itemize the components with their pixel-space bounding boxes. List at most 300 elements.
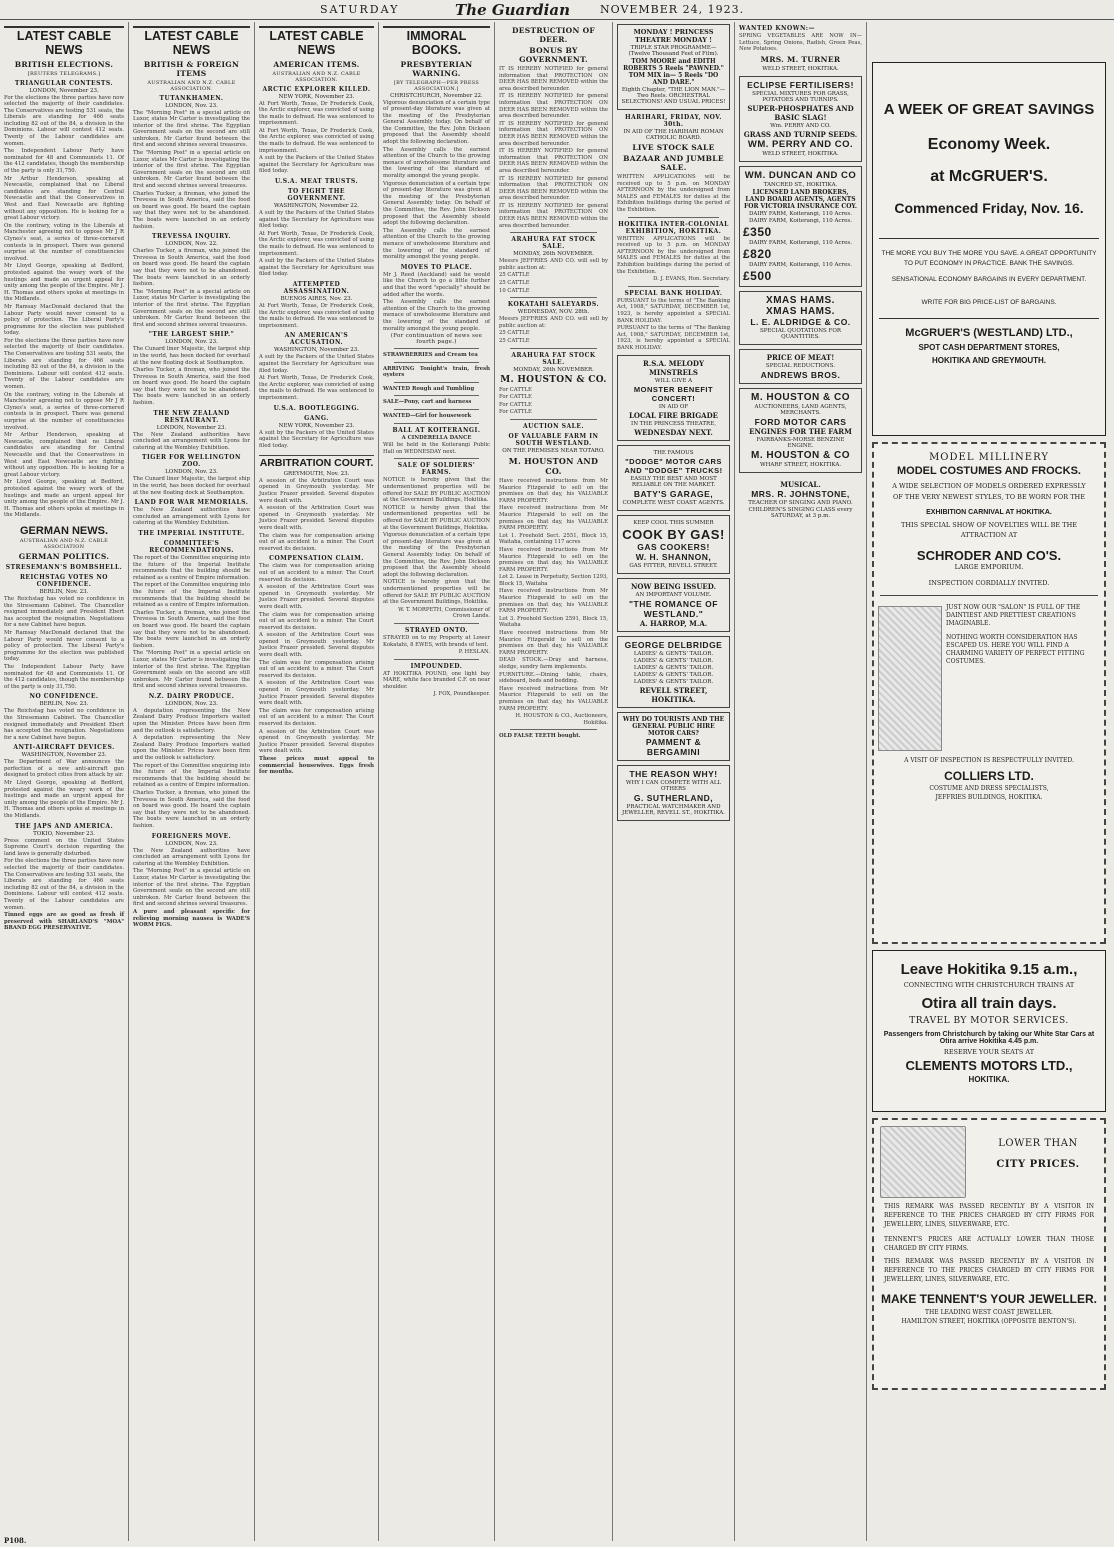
divider	[510, 348, 597, 349]
ad-title: GEORGE DELBRIDGE	[624, 640, 723, 651]
ad-title: R.S.A. MELODY MINSTRELS	[643, 359, 704, 378]
dateline: BUENOS AIRES, Nov. 23.	[280, 295, 353, 302]
credit-line: [REUTERS TELEGRAMS.]	[27, 70, 101, 77]
ad-title: WM. PERRY AND CO.	[747, 138, 854, 150]
divider	[394, 348, 480, 349]
article-subheading: REICHSTAG VOTES NO CONFIDENCE.	[19, 574, 109, 588]
notice-text: IT IS HEREBY NOTIFIED for general information that PROTECTION ON DEER HAS BEEN REMOVED within the area described hereunder.	[499, 120, 608, 147]
ad-title: McGRUER'S (WESTLAND) LTD.,	[905, 327, 1073, 339]
ad-title: WM. DUNCAN AND CO	[744, 169, 857, 181]
article-text: Mr Arthur Henderson, speaking at Newcastle, complained that no Liberal candidates are standing for Central Newcastle and that the Conservatives in West and East Newcastle are fighting without any opposition. He is looking for a great Labour victory.	[4, 432, 124, 478]
lot-line: Lot 3. Freehold Section 2591, Block 15, Waitaha	[499, 615, 608, 629]
ad-title: M. HOUSTON & CO	[751, 391, 850, 403]
classified-ad: ARRIVING Tonight's train, fresh oysters	[383, 365, 490, 379]
dateline: GREYMOUTH, Nov. 23.	[283, 470, 350, 477]
stock-line: For CATTLE	[499, 394, 532, 401]
article-subheading: THE JAPS AND AMERICA.	[14, 822, 114, 830]
divider	[394, 409, 480, 410]
page-footer: P108.	[4, 1536, 27, 1545]
ad-princess-theatre	[617, 24, 730, 110]
article-text: The "Morning Post" in a special article on Luxor, states Mr Carter is investigating the interior of the first shrine. The Egyptian Government seals on the second are still unbroken. Mr Carter found between the first and second shrines several treasures.	[133, 650, 250, 690]
article-text: The claim was for compensation arising out of an accident to a miner. The Court reserved its decision.	[259, 707, 374, 728]
ad-line: DAIRY FARM, Koiterangi, 110 Acres.	[749, 217, 852, 224]
portrait-illustration	[880, 1126, 966, 1198]
dateline: CHRISTCHURCH, November 22.	[390, 92, 483, 99]
article-text: On the contrary, voting in the Liberals at Manchester agreeing not to oppose Mr J R Clynes's seat, a series of three-cornered contests is in prospect. There was general surprise at the number of constituencies involved.	[4, 222, 124, 262]
ad-subline: FAIRBANKS-MORSE BENZINE ENGINE.	[756, 436, 845, 449]
ad-subline: CONNECTING WITH CHRISTCHURCH TRAINS AT	[903, 981, 1075, 989]
divider	[394, 362, 480, 363]
stock-line: 10 CATTLE	[499, 287, 530, 294]
theatre-film: TOM MOORE and EDITH ROBERTS 5 Reels "PAWNED."	[623, 58, 724, 72]
ad-subline: GAS FITTER, REVELL STREET.	[629, 563, 718, 570]
classified-ad: WANTED—Girl for housework	[383, 413, 472, 420]
price-label: £350	[743, 224, 772, 239]
ad-subline: REVELL STREET, HOKITIKA.	[639, 686, 708, 705]
article-subheading: TREVESSA INQUIRY.	[152, 233, 231, 241]
ad-title: Economy Week.	[927, 136, 1051, 153]
signature: J. FOX, Poundkeeper.	[433, 691, 490, 698]
article-text: A suit by the Packers of the United States against the Secretary for Agriculture was filed today.	[259, 210, 374, 230]
ad-text: A VISIT OF INSPECTION IS RESPECTFULLY INVITED.	[904, 757, 1074, 764]
classified-ad: WANTED Rough and Tumbling	[383, 385, 475, 392]
divider	[879, 318, 1099, 319]
article-text: A session of the Arbitration Court was opened in Greymouth yesterday. Mr Justice Frazer presided. Several disputes were dealt with.	[259, 505, 374, 531]
ad-title: L. E. ALDRIDGE & CO.	[750, 316, 851, 327]
ad-subline: IN AID OF	[658, 404, 689, 411]
stock-line: 25 CATTLE	[499, 272, 530, 279]
ad-title: "THE ROMANCE OF WESTLAND."	[629, 599, 718, 620]
article-subheading: COMPENSATION CLAIM.	[269, 555, 364, 563]
ad-subline: TANCRED ST., HOKITIKA.	[763, 181, 838, 188]
ad-subline: THE FAMOUS	[653, 450, 694, 457]
article-subheading: STRESEMANN'S BOMBSHELL.	[5, 564, 123, 571]
classified-ad: SALE—Pony, cart and harness	[383, 399, 472, 406]
ad-title: COLLIERS LTD.	[944, 769, 1034, 783]
ad-musical	[739, 477, 862, 523]
ad-subline: ENGINES FOR THE FARM	[749, 426, 852, 436]
article-text: Charles Tucker, a fireman, who joined the Trevessa in South America, said the food on board was good. He heard the captain say that they were not to be abandoned. The boats were launched in an orderly fashion.	[133, 190, 250, 230]
ad-author: A. HARROP, M.A.	[639, 619, 708, 629]
article-text: For the elections the three parties have now selected the majority of their candidates. The Conservatives are testing 531 seats, the Liberals are standing for 466 seats including 82 out of the 84, a division in the Dominions. Labour will contest 412 seats. Twenty of the Labour candidates are women.	[4, 94, 124, 147]
ad-text: THIS REMARK WAS PASSED RECENTLY BY A VISITOR IN REFERENCE TO THE PRICES CHARGED BY CITY FIRMS FOR JEWELLERY, LINES, SILVERWARE, ETC.	[884, 1258, 1094, 1283]
article-text: The report of the Committee enquiring into the future of the Imperial Institute recommends that the building should be retained as a centre of Empire information.	[133, 555, 250, 581]
stock-line: 25 CATTLE	[499, 338, 530, 344]
dateline: WASHINGTON, November 23.	[21, 752, 107, 759]
article-text: The "Morning Post" in a special article on Luxor, states Mr Carter is investigating the interior of the first shrine. The Egyptian Government seals on the second are still unbroken. Mr Carter found between the first and second shrines several treasures.	[133, 288, 250, 328]
sale-heading: ARAHURA FAT STOCK SALE.	[511, 236, 596, 251]
ad-text: TENNENT'S PRICES ARE ACTUALLY LOWER THAN THOSE CHARGED BY CITY FIRMS.	[884, 1236, 1094, 1252]
ad-tennents-jeweller	[872, 1118, 1106, 1390]
article-subheading: AN AMERICAN'S ACCUSATION.	[284, 332, 349, 347]
ad-title: PAMMENT & BERGAMINI	[645, 737, 702, 758]
article-subheading: "THE LARGEST SHIP."	[148, 331, 235, 339]
ad-text: WRITE FOR BIG PRICE-LIST OF BARGAINS.	[921, 299, 1057, 306]
article-text: A deputation representing the New Zealand Dairy Produce Importers waited upon the Minister. Prices have been firm and the outlook is satisfactory.	[133, 707, 250, 734]
article-text: Vigorous denunciation of a certain type of present-day literature was given at the meeting of the Presbyterian General Assembly today. On behalf of the Committee, the Rev. John Dickson proposed that the Assembly should adopt the following declaration.	[383, 180, 490, 227]
ad-title: FORD MOTOR CARS	[754, 416, 847, 427]
article-text: The Department of War announces the perfection of a new anti-aircraft gun designed to protect cities from attack by air.	[4, 759, 124, 779]
sale-location: ON THE PREMISES NEAR TOTARO.	[502, 447, 605, 454]
ad-subline: LOCAL FIRE BRIGADE	[628, 411, 719, 421]
ad-subline: GRASS AND TURNIP SEEDS.	[743, 129, 858, 139]
article-heading: GERMAN POLITICS.	[18, 552, 110, 561]
ad-subline: RESERVE YOUR SEATS AT	[943, 1048, 1035, 1056]
signature: P. HESLAN.	[458, 649, 490, 656]
ad-title: XMAS HAMS.	[766, 305, 835, 317]
article-text: Charles Tucker, a fireman, who joined the Trevessa in South America, said the food on board was good. He heard the captain say that they were not to be abandoned. The boats were launched in an orderly fashion.	[133, 367, 250, 407]
masthead-day: SATURDAY	[320, 3, 400, 16]
article-subheading: THE IMPERIAL INSTITUTE.	[138, 530, 245, 537]
column-immoral-books	[379, 22, 494, 1547]
advertisement-text: These prices must appeal to commercial housewives. Eggs fresh for months.	[259, 755, 374, 776]
article-subheading: SALE OF SOLDIERS' FARMS.	[397, 462, 476, 477]
stock-line: 25 CATTLE	[499, 280, 530, 287]
lot-line: Lot 1. Freehold Sect. 2551, Block 15, Waitaha, containing 117 acres	[499, 532, 608, 546]
ad-cook-by-gas	[617, 515, 730, 574]
sale-text: Have received instructions from Mr Maurice Fitzgerald to sell on the premises on that day, his VALUABLE FARM PROPERTY.	[499, 588, 608, 615]
article-text: The New Zealand authorities have concluded an arrangement with Lyons for catering at the Wembley Exhibition.	[133, 507, 250, 527]
woman-figure-illustration	[878, 606, 942, 751]
dateline: NEW YORK, November 23.	[278, 93, 355, 100]
ad-title: MODEL MILLINERY	[929, 452, 1049, 463]
ad-title: THE REASON WHY!	[629, 769, 718, 780]
article-subheading: ANTI-AIRCRAFT DEVICES.	[13, 744, 115, 752]
continuation-note: (For continuation of news see fourth page.)	[390, 333, 483, 346]
notice-text: IT IS HEREBY NOTIFIED for general information that PROTECTION ON DEER HAS BEEN REMOVED within the area described hereunder.	[499, 202, 608, 229]
ad-title: A WEEK OF GREAT SAVINGS	[883, 101, 1095, 118]
article-text: Mr Ramsay MacDonald declared that the Labour Party would never consent to a policy of protection. The Liberal Party's programme for the election was published today.	[4, 629, 124, 663]
article-subheading: TUTANKHAMEN.	[159, 94, 224, 102]
ad-subline: WHARF STREET, HOKITIKA.	[759, 461, 842, 468]
column-heading: LATEST CABLE NEWS	[259, 26, 374, 58]
ad-subline: COMPLETE WEST COAST AGENTS.	[622, 500, 725, 507]
article-text: A suit by the Packers of the United States against the Secretary for Agriculture was filed today.	[259, 155, 374, 175]
dateline: BERLIN, Nov. 23.	[39, 589, 89, 595]
article-text: A session of the Arbitration Court was opened in Greymouth yesterday. Mr Justice Frazer presided. Several disputes were dealt with.	[259, 584, 374, 610]
article-text: Mr Ramsay MacDonald declared that the Labour Party would never consent to a policy of protection. The Liberal Party's programme for the election was published today.	[4, 303, 124, 337]
dateline: LONDON, Nov. 23.	[165, 840, 218, 847]
article-subheading: GANG.	[304, 414, 329, 422]
ad-title: M. HOUSTON & CO	[751, 449, 850, 461]
column-advertisements-b	[735, 22, 866, 1547]
ad-clements-motors	[872, 950, 1106, 1112]
article-text: The Assembly calls the earnest attention of the Church to the growing menace of unwholesome literature and the lowering of the standard of morality amongst the young people.	[383, 146, 490, 180]
ad-title: MRS. M. TURNER	[760, 54, 841, 64]
article-text: The claim was for compensation arising out of an accident to a miner. The Court reserved its decision.	[259, 563, 374, 583]
article-text: A session of the Arbitration Court was opened in Greymouth yesterday. Mr Justice Frazer presided. Several disputes were dealt with.	[259, 477, 374, 504]
notice-text: IT IS HEREBY NOTIFIED for general information that PROTECTION ON DEER HAS BEEN REMOVED within the area described hereunder.	[499, 93, 608, 120]
ad-subline: HAMILTON STREET, HOKITIKA (OPPOSITE BENTON'S).	[901, 1318, 1077, 1325]
article-subheading: BALL AT KOITERANGI.	[392, 426, 481, 434]
ad-text: NOTHING WORTH CONSIDERATION HAS ESCAPED US. HERE YOU WILL FIND A CHARMING VARIETY OF PERFECT FITTING COSTUMES.	[946, 634, 1085, 665]
article-text: The Cunard liner Majestic, the largest ship in the world, has been docked for overhaul at the new floating dock at Southampton.	[133, 476, 250, 496]
sale-text: Messrs JEFFRIES AND CO. will sell by public auction at:	[499, 316, 608, 329]
ad-line: LADIES' & GENTS' TAILOR.	[633, 651, 714, 658]
ad-subline: EXHIBITION CARNIVAL AT HOKITIKA.	[926, 509, 1052, 516]
article-subheading: ARCTIC EXPLORER KILLED.	[262, 85, 371, 93]
article-text: The Assembly calls the earnest attention of the Church to the growing menace of unwholesome literature and the lowering of the standard of morality amongst the young people.	[383, 299, 490, 332]
ad-subline: SPECIAL MIXTURES FOR GRASS, POTATOES AND TURNIPS.	[752, 90, 849, 103]
article-text: Press comment on the United States Supreme Court's decision regarding the land laws is generally disturbed.	[4, 837, 124, 857]
ad-heading: BAZAAR AND JUMBLE SALE.	[623, 154, 724, 172]
divider	[879, 238, 1099, 239]
article-text: Charles Tucker, a fireman, who joined the Trevessa in South America, said the food on board was good. He heard the captain say that they were not to be abandoned. The boats were launched in an orderly fashion.	[133, 609, 250, 649]
article-heading: BRITISH ELECTIONS.	[14, 59, 114, 69]
ad-romance-of-westland	[617, 578, 730, 632]
ad-subline: MUSICAL.	[780, 479, 821, 489]
article-text: A suit by the Packers of the United States against the Secretary for Agriculture was filed today.	[259, 258, 374, 278]
ad-subline: JEFFRIES BUILDINGS, HOKITIKA.	[935, 794, 1043, 801]
sale-heading: OF VALUABLE FARM IN SOUTH WESTLAND.	[508, 432, 599, 447]
ad-subline: TRAVEL BY MOTOR SERVICES.	[909, 1016, 1069, 1026]
article-text: At Fort Worth, Texas, Dr Frederick Cook, the Arctic explorer, was convicted of using the mails to defraud. He was sentenced to imprisonment.	[259, 100, 374, 127]
article-text: The "Morning Post" in a special article on Luxor, states Mr Carter is investigating the interior of the first shrine. The Egyptian Government seals on the second are still unbroken. Mr Carter found between the first and second shrines several treasures.	[133, 150, 250, 190]
ad-subline: IN THE PRINCESS THEATRE,	[631, 421, 716, 428]
article-text: Mr Lloyd George, speaking at Bedford, protested against the weary work of the hustings and made an urgent appeal for unity among the people of the Empire. Mr J. H. Thomas and others spoke at meetings in the Midlands.	[4, 780, 124, 820]
article-heading: PRESBYTERIAN WARNING.	[400, 59, 473, 78]
ad-text: PURSUANT to the terms of "The Banking Act, 1908," SATURDAY, DECEMBER 1st, 1923, is hereby appointed a SPECIAL BANK HOLIDAY.	[617, 325, 730, 351]
ad-title: COOK BY GAS!	[622, 527, 725, 543]
ad-subline: SUPER-PHOSPHATES AND BASIC SLAG!	[747, 103, 854, 122]
article-text: On the contrary, voting in the Liberals at Manchester agreeing not to oppose Mr J R Clynes's seat, a series of three-cornered contests is in prospect. There was general surprise at the number of constituencies involved.	[4, 391, 124, 431]
article-text: The New Zealand authorities have concluded an arrangement with Lyons for catering at the Wembley Exhibition.	[133, 847, 250, 867]
ad-text: THIS REMARK WAS PASSED RECENTLY BY A VISITOR IN REFERENCE TO THE PRICES CHARGED BY CITY FIRMS FOR JEWELLERY, LINES, SILVERWARE, ETC.	[884, 1203, 1094, 1228]
ad-title: CLEMENTS MOTORS LTD.,	[905, 1058, 1073, 1073]
sale-text: Have received instructions from Mr Maurice Fitzgerald to sell on the premises on that day, his VALUABLE FARM PROPERTY.	[499, 546, 608, 573]
ad-title: ECLIPSE FERTILISERS!	[747, 79, 854, 90]
ad-subline: WELD STREET, HOKITIKA.	[762, 65, 839, 72]
ad-line: LADIES' & GENTS' TAILOR.	[633, 665, 714, 672]
ad-text: JUST NOW OUR "SALON" IS FULL OF THE DAINTIEST AND PRETTIEST CREATIONS IMAGINABLE.	[946, 604, 1081, 627]
column-rule	[866, 22, 867, 1541]
article-text: At Fort Worth, Texas, Dr Frederick Cook, the Arctic explorer, was convicted of using the mails to defraud. He was sentenced to imprisonment.	[259, 302, 374, 329]
article-text: Charles Tucker, a fireman, who joined the Trevessa in South America, said the food on board was good. He heard the captain say that they were not to be abandoned. The boats were launched in an orderly fashion.	[133, 790, 250, 829]
dateline: LONDON, Nov. 23.	[165, 339, 218, 346]
ad-line: DAIRY FARM, Koiterangi, 110 Acres.	[749, 261, 852, 268]
dateline: LONDON, Nov. 23.	[165, 102, 218, 109]
article-text: At Fort Worth, Texas, Dr Frederick Cook, the Arctic explorer, was convicted of using the mails to defraud. He was sentenced to imprisonment.	[259, 127, 374, 154]
dateline: LONDON, November 23.	[29, 87, 99, 94]
ad-subline: COSTUME AND DRESS SPECIALISTS,	[929, 785, 1049, 792]
article-subheading: N.Z. DAIRY PRODUCE.	[148, 692, 235, 700]
article-subheading: ATTEMPTED ASSASSINATION.	[283, 280, 350, 295]
ad-title: MODEL COSTUMES AND FROCKS.	[897, 465, 1081, 477]
signature: D. J. EVANS, Hon. Secretary.	[653, 276, 730, 283]
notice-heading: BONUS BY GOVERNMENT.	[519, 46, 588, 64]
ad-subline: PRACTICAL WATCHMAKER AND JEWELLER, REVELL ST., HOKITIKA.	[622, 804, 725, 817]
ad-schroder-colliers	[872, 442, 1106, 944]
ad-text: Passengers from Christchurch by taking our White Star Cars at Otira arrive Hokitika 4.45 p.m.	[883, 1031, 1095, 1045]
ad-title: "DODGE" MOTOR CARS AND "DODGE" TRUCKS!	[624, 457, 723, 476]
article-text: The Reichstag has voted no confidence in the Stresemann Cabinet. The Chancellor resigned immediately and President Ebert has accepted the resignation. Negotiations for a new Cabinet have begun.	[4, 596, 124, 629]
ad-subline: WHY DO TOURISTS AND THE GENERAL PUBLIC HIRE MOTOR CARS?	[622, 716, 725, 738]
divider	[510, 419, 597, 420]
article-text: Mr J. Reed (Auckland) said he would like the Church to go a little further and that the word "specially" should be added after the words.	[383, 271, 490, 298]
theatre-subline: Eighth Chapter, "THE LION MAN."—Two Reels. ORCHESTRAL SELECTIONS! AND USUAL PRICES!	[621, 87, 726, 105]
ad-title: W. H. SHANNON,	[635, 552, 712, 563]
article-subheading: TO FIGHT THE GOVERNMENT.	[287, 188, 346, 203]
article-subheading: U.S.A. MEAT TRUSTS.	[274, 178, 359, 186]
sale-heading: KOKATAHI SALEYARDS.	[507, 301, 600, 309]
dateline: LONDON, Nov. 23.	[165, 700, 218, 707]
auctioneer-name: M. HOUSTON AND CO.	[508, 455, 599, 476]
ad-subline: PRICE OF MEAT!	[766, 352, 835, 362]
ad-heading: LIVE STOCK SALE	[632, 143, 715, 152]
column-american-items	[255, 22, 378, 1547]
article-text: Mr Lloyd George, speaking at Bedford, protested against the weary work of the hustings and made an urgent appeal for unity among the people of the Empire. Mr J. H. Thomas and others spoke at meetings in the Midlands.	[4, 479, 124, 519]
price-label: £820	[743, 246, 772, 261]
ad-wm-duncan	[739, 166, 862, 287]
ad-line: LADIES' & GENTS' TAILOR.	[633, 672, 714, 679]
dateline: BERLIN, Nov. 23.	[39, 701, 89, 708]
ad-text: SENSATIONAL ECONOMY BARGAINS IN EVERY DEPARTMENT.	[891, 276, 1087, 283]
notice-text: IT IS HEREBY NOTIFIED for general information that PROTECTION ON DEER HAS BEEN REMOVED within the area described hereunder.	[499, 148, 608, 174]
article-text: Charles Tucker, a fireman, who joined the Trevessa in South America, said the food on board was good. He heard the captain say that they were not to be abandoned. The boats were launched in an orderly fashion.	[133, 248, 250, 288]
dateline: TOKIO, November 23.	[33, 830, 95, 837]
credit-line: [BY TELEGRAPH—PER PRESS ASSOCIATION.]	[393, 79, 480, 92]
article-text: Mr Arthur Henderson, speaking at Newcastle, complained that no Liberal candidates are standing for Central Newcastle and that the Conservatives in West and East Newcastle are fighting without any opposition. He is looking for a great Labour victory.	[4, 175, 124, 222]
ad-title: SCHRODER AND CO'S.	[916, 548, 1062, 563]
ad-title: CITY PRICES.	[996, 1159, 1080, 1170]
ad-title: LOWER THAN	[998, 1138, 1078, 1149]
masthead	[0, 0, 1114, 20]
sale-date: WEDNESDAY, NOV. 28th.	[517, 309, 590, 316]
divider	[628, 286, 718, 287]
article-text: A session of the Arbitration Court was opened in Greymouth yesterday. Mr Justice Frazer presided. Several disputes were dealt with.	[259, 632, 374, 659]
divider	[394, 623, 480, 624]
article-text: The Independent Labour Party have nominated for 48 and Communists 11. Of the 412 candidates, though the membership of the party is only 31,750.	[4, 148, 124, 175]
article-text: A session of the Arbitration Court was opened in Greymouth yesterday. Mr Justice Frazer presided. Several disputes were dealt with.	[259, 680, 374, 707]
article-text: The claim was for compensation arising out of an accident to a miner. The Court reserved its decision.	[259, 611, 374, 631]
dateline: LONDON, Nov. 23.	[165, 469, 218, 476]
article-text: The report of the Committee enquiring into the future of the Imperial Institute recommends that the building should be retained as a centre of Empire information.	[133, 582, 250, 609]
ad-text: PURSUANT to the terms of "The Banking Act, 1908," SATURDAY, DECEMBER 1st, 1923, is hereby appointed a SPECIAL BANK HOLIDAY.	[617, 297, 730, 324]
article-text: The claim was for compensation arising out of an accident to a miner. The Court reserved its decision.	[259, 659, 374, 679]
ad-subline: Wm. PERRY AND CO.	[770, 122, 831, 129]
ad-text: THIS SPECIAL SHOW OF NOVELTIES WILL BE THE ATTRACTION AT	[901, 521, 1077, 539]
ad-subline: EASILY THE BEST AND MOST RELIABLE ON THE MARKET.	[630, 476, 717, 489]
ad-line: DAIRY FARM, Koiterangi, 110 Acres.	[749, 239, 852, 246]
credit-line: AUSTRALIAN AND N.Z. CABLE ASSOCIATION.	[272, 70, 361, 83]
ad-title: Leave Hokitika 9.15 a.m.,	[900, 961, 1078, 978]
ad-subline: WILL GIVE A	[654, 378, 693, 385]
ad-text: THE MORE YOU BUY THE MORE YOU SAVE. A GREAT OPPORTUNITY TO PUT ECONOMY IN PRACTICE. BANK THE SAVINGS.	[881, 250, 1097, 267]
divider	[880, 595, 1098, 596]
ad-subline: NOW BEING ISSUED.	[630, 582, 717, 592]
dateline: WASHINGTON, November 23.	[273, 347, 360, 354]
article-subheading: IMPOUNDED.	[410, 662, 463, 670]
article-subheading: TIGER FOR WELLINGTON ZOO.	[142, 454, 241, 469]
ad-subline: SPOT CASH DEPARTMENT STORES,	[918, 343, 1060, 352]
ad-text: A WIDE SELECTION OF MODELS ORDERED EXPRESSLY OF THE VERY NEWEST STYLES, TO BE WORN FOR THE	[892, 482, 1086, 501]
ad-line: LADIES' & GENTS' TAILOR.	[633, 658, 714, 665]
ad-title: BATY'S GARAGE,	[633, 489, 714, 500]
ad-george-delbridge	[617, 636, 730, 708]
ad-text: SPRING VEGETABLES ARE NOW IN—Lettuce, Spring Onions, Radish, Green Peas, New Potatoes.	[739, 33, 862, 53]
theatre-heading: MONDAY ! PRINCESS THEATRE MONDAY !	[633, 28, 714, 44]
price-label: £500	[743, 268, 772, 283]
ad-subline: SPECIAL QUOTATIONS FOR QUANTITIES.	[759, 327, 842, 340]
sale-text: Have received instructions from Mr Maurice Fitzgerald to sell on the premises on that day, his VALUABLE FARM PROPERTY.	[499, 477, 608, 504]
divider	[510, 729, 597, 730]
classified-ad: Will be held in the Koiterangi Public Hall on WEDNESDAY next.	[383, 442, 490, 455]
article-heading: AMERICAN ITEMS.	[273, 59, 360, 69]
article-text: The "Morning Post" in a special article on Luxor, states Mr Carter is investigating the interior of the first shrine. The Egyptian Government seals on the second are still unbroken. Mr Carter found between the first and second shrines several treasures.	[133, 109, 250, 149]
divider	[394, 423, 480, 424]
sale-text: DEAD STOCK.—Dray and harness, sledge, sundry farm implements.	[499, 657, 608, 670]
divider	[394, 659, 480, 660]
credit-line: AUSTRALIAN AND N.Z. CABLE ASSOCIATION	[19, 538, 109, 550]
article-text: Mr Lloyd George, speaking at Bedford, protested against the weary work of the hustings and made an urgent appeal for unity among the people of the Empire. Mr J. H. Thomas and others spoke at meetings in the Midlands.	[4, 263, 124, 303]
ad-line: LADIES' & GENTS' TAILOR.	[633, 679, 714, 686]
ad-rsa-minstrels	[617, 355, 730, 441]
classified-ad: STRAYED on to my Property at Lower Kokatahi, 8 EWES, with brands of tent.	[383, 634, 490, 648]
stock-line: For CATTLE	[499, 409, 532, 416]
ad-title: at McGRUER'S.	[930, 168, 1048, 185]
ad-heading: WANTED KNOWN:—	[739, 25, 815, 32]
article-subheading: U.S.A. BOOTLEGGING.	[273, 404, 360, 412]
ad-subline: THE LEADING WEST COAST JEWELLER.	[925, 1309, 1053, 1316]
section-heading-german-news: GERMAN NEWS.	[20, 524, 108, 537]
article-subheading: COMMITTEE'S RECOMMENDATIONS.	[149, 540, 234, 554]
article-text: The New Zealand authorities have concluded an arrangement with Lyons for catering at the Wembley Exhibition.	[133, 431, 250, 451]
article-text: The claim was for compensation arising out of an accident to a miner. The Court reserved its decision.	[259, 532, 374, 552]
ad-heading: HOKITIKA INTER-COLONIAL EXHIBITION, HOKITIKA.	[618, 220, 729, 235]
notice-heading: DESTRUCTION OF DEER.	[511, 26, 596, 44]
article-subheading: MOVES TO PLACE.	[400, 263, 473, 271]
classified-ad: OLD FALSE TEETH bought.	[499, 733, 581, 740]
ad-title: ANDREWS BROS.	[760, 369, 841, 380]
article-text: NOTICE is hereby given that the undermentioned properties will be offered for SALE BY PUBLIC AUCTION at the Government Buildings, Hokitika.	[383, 579, 490, 606]
column-heading: LATEST CABLE NEWS	[133, 26, 250, 58]
ad-subline: AN IMPORTANT VOLUME.	[635, 592, 712, 599]
ad-text: WRITTEN APPLICATIONS will be received up to 5 p.m. on MONDAY AFTERNOON by the undersigned from MALES and FEMALES for duties at the Exhibition buildings during the period of the Exhibition.	[617, 235, 730, 275]
sale-text: Have received instructions from Mr Maurice Fitzgerald to sell on the premises on that day, his VALUABLE FARM PROPERTY.	[499, 630, 608, 656]
sale-text: Messrs JEFFRIES AND CO. will sell by public auction at:	[499, 258, 608, 271]
article-text: The "Morning Post" in a special article on Luxor, states Mr Carter is investigating the interior of the first shrine. The Egyptian Government seals on the second are still unbroken. Mr Carter found between the first and second shrines several treasures.	[133, 868, 250, 908]
divider	[394, 395, 480, 396]
theatre-subline: TRIPLE STAR PROGRAMME—(Twelve Thousand Feet of Film).	[628, 45, 719, 57]
article-text: The Reichstag has voted no confidence in the Stresemann Cabinet. The Chancellor resigned immediately and President Ebert has accepted the resignation. Negotiations for a new Cabinet have begun.	[4, 708, 124, 741]
article-subheading: FOREIGNERS MOVE.	[151, 832, 232, 840]
sale-heading: ARAHURA FAT STOCK SALE.	[511, 351, 596, 366]
column-notices-sales	[495, 22, 612, 1547]
article-text: For the elections the three parties have now selected the majority of their candidates. The Conservatives are testing 531 seats, the Liberals are standing for 466 seats including 82 out of the 84, a division in the Dominions. Labour will contest 412 seats. Twenty of the Labour candidates are women.	[4, 858, 124, 911]
article-text: A suit by the Packers of the United States against the Secretary for Agriculture was filed today.	[259, 354, 374, 374]
credit-line: AUSTRALIAN AND N.Z. CABLE ASSOCIATION.	[147, 79, 236, 92]
article-text: The Assembly calls the earnest attention of the Church to the growing menace of unwholesome literature and the lowering of the standard of morality amongst the young people.	[383, 227, 490, 261]
column-advertisements-a	[613, 22, 734, 1547]
ad-title: XMAS HAMS.	[766, 294, 835, 306]
signature: H. HOUSTON & CO., Auctioneers, Hokitika.	[515, 713, 608, 726]
article-text: The report of the Committee enquiring into the future of the Imperial Institute recommends that the building should be retained as a centre of Empire information.	[133, 762, 250, 789]
ad-title: MONSTER BENEFIT CONCERT!	[633, 385, 714, 404]
ad-title: MRS. R. JOHNSTONE,	[751, 488, 850, 499]
ad-heading: SPECIAL BANK HOLIDAY.	[624, 289, 723, 297]
article-text: For the elections the three parties have now selected the majority of their candidates. The Conservatives are testing 531 seats, the Liberals are standing for 466 seats including 82 out of the 84, a division in the Dominions. Labour will contest 412 seats. Twenty of the Labour candidates are women.	[4, 337, 124, 391]
stock-line: 25 CATTLE	[499, 330, 530, 337]
lot-line: Lot 2. Lease in Perpetuity, Section 1293, Block 15, Waitaha	[499, 574, 608, 587]
notice-text: IT IS HEREBY NOTIFIED for general information that PROTECTION ON DEER HAS BEEN REMOVED within the area described hereunder.	[499, 175, 608, 202]
masthead-date: NOVEMBER 24, 1923.	[600, 3, 745, 16]
ad-heading: HARIHARI, FRIDAY, NOV. 30th.	[624, 114, 722, 128]
classified-ad: AT HOKITIKA POUND, one light bay MARE, white face branded C.F. on near shoulder.	[383, 670, 490, 690]
article-text: NOTICE is hereby given that the undermentioned properties will be offered for SALE BY PUBLIC AUCTION at the Government Buildings, Hokitika.	[383, 504, 490, 531]
ad-eclipse-fertilisers	[739, 76, 862, 162]
ad-subline: LICENSED LAND BROKERS, LAND BOARD AGENTS, AGENTS FOR VICTORIA INSURANCE COY.	[743, 188, 858, 210]
signature: W. T. MORPETH, Commissioner of Crown Lands.	[398, 606, 490, 620]
